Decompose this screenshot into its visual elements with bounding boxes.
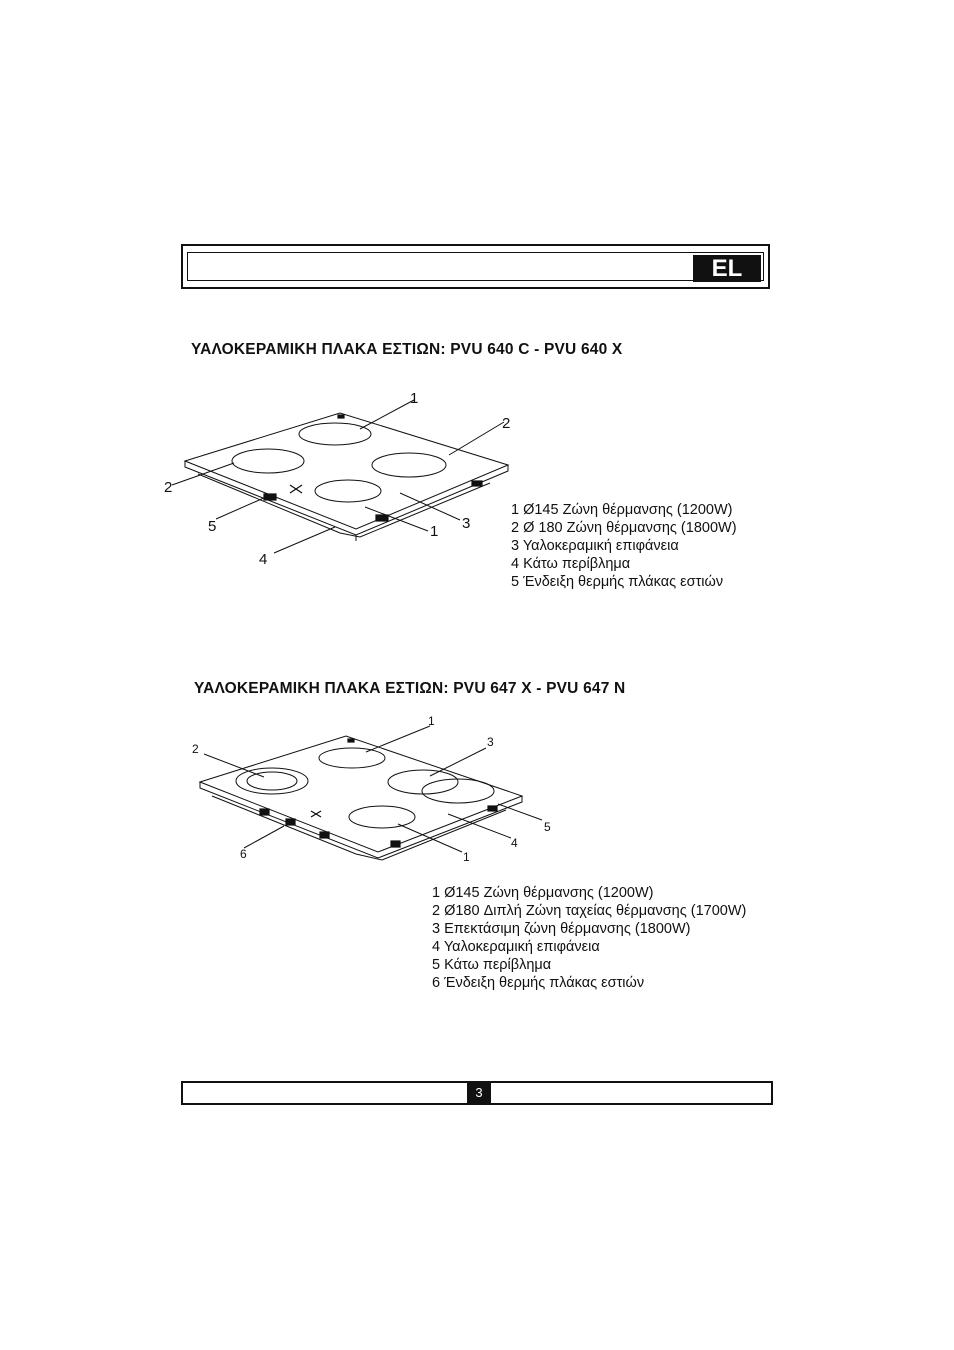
- page-number: 3: [467, 1083, 491, 1103]
- callout-1-top: 1: [410, 390, 419, 407]
- legend-2-item: 3 Επεκτάσιμη ζώνη θέρμανσης (1800W): [432, 921, 691, 937]
- callout-1-front: 1: [463, 850, 470, 864]
- callout-5: 5: [544, 820, 551, 834]
- language-tag: EL: [693, 255, 761, 282]
- legend-2: [432, 884, 746, 992]
- callout-1-front: 1: [430, 523, 439, 540]
- legend-2-item: 5 Κάτω περίβλημα: [432, 957, 552, 973]
- burner-1-front: [349, 806, 415, 828]
- footer-bar: [181, 1081, 773, 1105]
- burner-2-dual-inner: [247, 772, 297, 790]
- callout-2-right: 2: [502, 415, 511, 432]
- legend-1-item: 4 Κάτω περίβλημα: [511, 556, 631, 572]
- legend-1-item: 3 Υαλοκεραμική επιφάνεια: [511, 538, 679, 554]
- legend-2-item: 6 Ένδειξη θερμής πλάκας εστιών: [432, 975, 645, 991]
- callout-4: 4: [259, 551, 268, 568]
- burner-1-rear: [319, 748, 385, 768]
- callout-5: 5: [208, 518, 217, 535]
- callout-2: 2: [192, 742, 199, 756]
- callout-2-left: 2: [164, 479, 173, 496]
- callout-4: 4: [511, 836, 518, 850]
- burner-3-extended: [388, 770, 458, 794]
- burner-2-left: [232, 449, 304, 473]
- header-bar: [181, 244, 770, 289]
- legend-1: [511, 501, 737, 591]
- hob-diagram-2: [186, 712, 556, 867]
- section-1-title: ΥΑΛΟΚΕΡΑΜΙΚΗ ΠΛΑΚΑ ΕΣΤΙΩΝ: PVU 640 C - PVU 640 X: [191, 341, 623, 358]
- callout-1-top: 1: [428, 714, 435, 728]
- hob-diagram-1: [160, 385, 520, 575]
- legend-2-item: 2 Ø180 Διπλή Ζώνη ταχείας θέρμανσης (1700W): [432, 903, 747, 919]
- burner-2-right: [372, 453, 446, 477]
- legend-2-item: 4 Υαλοκεραμική επιφάνεια: [432, 939, 600, 955]
- burner-1-rear: [299, 423, 371, 445]
- legend-2-item: 1 Ø145 Ζώνη θέρμανσης (1200W): [432, 885, 654, 901]
- section-2-title: ΥΑΛΟΚΕΡΑΜΙΚΗ ΠΛΑΚΑ ΕΣΤΙΩΝ: PVU 647 X - PVU 647 N: [194, 680, 626, 697]
- callout-3: 3: [487, 735, 494, 749]
- callout-3: 3: [462, 515, 471, 532]
- legend-1-item: 5 Ένδειξη θερμής πλάκας εστιών: [511, 574, 724, 590]
- callout-6: 6: [240, 847, 247, 861]
- burner-1-front: [315, 480, 381, 502]
- legend-1-item: 1 Ø145 Ζώνη θέρμανσης (1200W): [511, 502, 733, 518]
- legend-1-item: 2 Ø 180 Ζώνη θέρμανσης (1800W): [511, 520, 737, 536]
- header-inner-frame: [187, 252, 764, 281]
